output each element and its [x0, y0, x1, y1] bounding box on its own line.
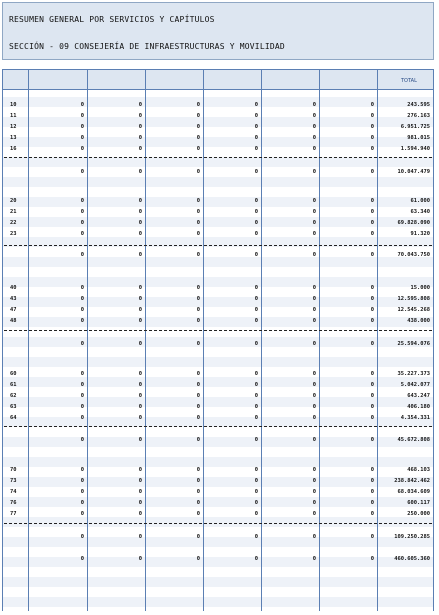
cell-value: 0 [196, 124, 200, 130]
cell-value: 0 [370, 209, 374, 215]
table-row [2, 369, 434, 380]
cell-value: 0 [138, 489, 142, 495]
row-total: 438.000 [407, 318, 430, 324]
cell-value: 0 [254, 220, 258, 226]
cell-value: 0 [196, 511, 200, 517]
cell-value: 0 [312, 437, 316, 443]
row-total: 643.247 [407, 393, 430, 399]
cell-value: 0 [138, 371, 142, 377]
row-code: 61 [10, 382, 17, 388]
cell-value: 0 [138, 478, 142, 484]
cell-value: 0 [312, 556, 316, 562]
summary-table [2, 69, 434, 611]
cell-value: 0 [370, 534, 374, 540]
cell-value: 0 [312, 198, 316, 204]
subtotal-row [2, 532, 434, 543]
row-total: 460.605.360 [394, 556, 430, 562]
column-header [203, 69, 261, 90]
subtotal-separator [4, 245, 432, 246]
cell-value: 0 [370, 437, 374, 443]
cell-value: 0 [370, 169, 374, 175]
row-code: 64 [10, 415, 17, 421]
cell-value: 0 [196, 393, 200, 399]
row-total: 243.595 [407, 102, 430, 108]
cell-value: 0 [312, 169, 316, 175]
column-header [87, 69, 145, 90]
column-header [377, 69, 434, 90]
cell-value: 0 [254, 296, 258, 302]
cell-value: 0 [312, 209, 316, 215]
table-row [2, 498, 434, 509]
cell-value: 0 [312, 146, 316, 152]
cell-value: 0 [196, 252, 200, 258]
cell-value: 0 [312, 124, 316, 130]
cell-value: 0 [196, 534, 200, 540]
row-code: 73 [10, 478, 17, 484]
cell-value: 0 [370, 382, 374, 388]
cell-value: 0 [80, 198, 84, 204]
row-total: 1.594.940 [400, 146, 430, 152]
cell-value: 0 [138, 124, 142, 130]
cell-value: 0 [138, 113, 142, 119]
cell-value: 0 [80, 307, 84, 313]
row-stripe [2, 157, 434, 167]
row-total: 91.320 [410, 231, 430, 237]
row-total: 276.163 [407, 113, 430, 119]
cell-value: 0 [254, 231, 258, 237]
cell-value: 0 [312, 489, 316, 495]
subtotal-row [2, 554, 434, 565]
row-stripe [2, 597, 434, 607]
table-row [2, 509, 434, 520]
row-total: 25.594.076 [397, 341, 430, 347]
cell-value: 0 [80, 534, 84, 540]
cell-value: 0 [80, 415, 84, 421]
cell-value: 0 [138, 169, 142, 175]
cell-value: 0 [312, 296, 316, 302]
cell-value: 0 [254, 415, 258, 421]
cell-value: 0 [138, 146, 142, 152]
row-code: 63 [10, 404, 17, 410]
row-total: 35.227.373 [397, 371, 430, 377]
row-total: 12.595.808 [397, 296, 430, 302]
cell-value: 0 [80, 296, 84, 302]
cell-value: 0 [312, 307, 316, 313]
table-row [2, 402, 434, 413]
cell-value: 0 [254, 393, 258, 399]
cell-value: 0 [138, 382, 142, 388]
column-header [2, 69, 28, 90]
cell-value: 0 [138, 198, 142, 204]
row-code: 60 [10, 371, 17, 377]
cell-value: 0 [138, 404, 142, 410]
cell-value: 0 [196, 467, 200, 473]
row-stripe [2, 177, 434, 187]
row-total: 406.180 [407, 404, 430, 410]
row-code: 22 [10, 220, 17, 226]
cell-value: 0 [254, 382, 258, 388]
table-row [2, 294, 434, 305]
cell-value: 0 [370, 113, 374, 119]
cell-value: 0 [80, 382, 84, 388]
row-code: 62 [10, 393, 17, 399]
cell-value: 0 [196, 146, 200, 152]
table-row [2, 476, 434, 487]
row-total: 600.117 [407, 500, 430, 506]
row-code: 20 [10, 198, 17, 204]
row-code: 11 [10, 113, 17, 119]
cell-value: 0 [196, 209, 200, 215]
cell-value: 0 [370, 252, 374, 258]
row-stripe [2, 577, 434, 587]
table-row [2, 196, 434, 207]
cell-value: 0 [312, 415, 316, 421]
cell-value: 0 [370, 478, 374, 484]
cell-value: 0 [138, 220, 142, 226]
cell-value: 0 [254, 556, 258, 562]
cell-value: 0 [196, 500, 200, 506]
subtotal-row [2, 435, 434, 446]
table-row [2, 100, 434, 111]
row-total: 68.034.609 [397, 489, 430, 495]
cell-value: 0 [370, 341, 374, 347]
total-column-header: TOTAL [401, 78, 417, 84]
cell-value: 0 [80, 511, 84, 517]
subtotal-separator [4, 523, 432, 524]
row-code: 76 [10, 500, 17, 506]
cell-value: 0 [196, 404, 200, 410]
cell-value: 0 [196, 198, 200, 204]
cell-value: 0 [254, 371, 258, 377]
row-code: 23 [10, 231, 17, 237]
row-code: 21 [10, 209, 17, 215]
cell-value: 0 [254, 252, 258, 258]
table-row [2, 413, 434, 424]
cell-value: 0 [312, 534, 316, 540]
cell-value: 0 [254, 511, 258, 517]
row-total: 981.015 [407, 135, 430, 141]
cell-value: 0 [254, 198, 258, 204]
cell-value: 0 [312, 500, 316, 506]
cell-value: 0 [80, 220, 84, 226]
cell-value: 0 [312, 113, 316, 119]
table-row [2, 122, 434, 133]
cell-value: 0 [254, 146, 258, 152]
cell-value: 0 [80, 393, 84, 399]
row-total: 69.828.090 [397, 220, 430, 226]
cell-value: 0 [254, 209, 258, 215]
cell-value: 0 [312, 285, 316, 291]
cell-value: 0 [138, 135, 142, 141]
row-code: 77 [10, 511, 17, 517]
cell-value: 0 [196, 102, 200, 108]
cell-value: 0 [196, 415, 200, 421]
row-total: 61.000 [410, 198, 430, 204]
cell-value: 0 [370, 371, 374, 377]
column-header [261, 69, 319, 90]
cell-value: 0 [196, 437, 200, 443]
row-total: 4.354.331 [400, 415, 430, 421]
cell-value: 0 [80, 556, 84, 562]
cell-value: 0 [370, 393, 374, 399]
row-code: 43 [10, 296, 17, 302]
cell-value: 0 [80, 478, 84, 484]
row-code: 47 [10, 307, 17, 313]
cell-value: 0 [138, 341, 142, 347]
cell-value: 0 [370, 404, 374, 410]
cell-value: 0 [370, 296, 374, 302]
table-row [2, 316, 434, 327]
cell-value: 0 [312, 341, 316, 347]
cell-value: 0 [80, 113, 84, 119]
cell-value: 0 [254, 102, 258, 108]
row-total: 5.042.077 [400, 382, 430, 388]
cell-value: 0 [254, 467, 258, 473]
cell-value: 0 [80, 231, 84, 237]
cell-value: 0 [370, 489, 374, 495]
cell-value: 0 [138, 415, 142, 421]
row-total: 250.000 [407, 511, 430, 517]
cell-value: 0 [80, 371, 84, 377]
cell-value: 0 [370, 231, 374, 237]
row-code: 16 [10, 146, 17, 152]
column-header [319, 69, 377, 90]
table-row [2, 487, 434, 498]
cell-value: 0 [138, 102, 142, 108]
cell-value: 0 [80, 318, 84, 324]
cell-value: 0 [254, 285, 258, 291]
row-code: 10 [10, 102, 17, 108]
cell-value: 0 [196, 307, 200, 313]
cell-value: 0 [254, 135, 258, 141]
row-total: 70.043.750 [397, 252, 430, 258]
row-total: 6.951.725 [400, 124, 430, 130]
cell-value: 0 [370, 220, 374, 226]
cell-value: 0 [312, 393, 316, 399]
cell-value: 0 [254, 404, 258, 410]
cell-value: 0 [370, 415, 374, 421]
subtotal-separator [4, 157, 432, 158]
cell-value: 0 [312, 478, 316, 484]
cell-value: 0 [254, 124, 258, 130]
cell-value: 0 [138, 307, 142, 313]
cell-value: 0 [312, 220, 316, 226]
cell-value: 0 [138, 318, 142, 324]
subtotal-row [2, 339, 434, 350]
cell-value: 0 [196, 169, 200, 175]
cell-value: 0 [138, 231, 142, 237]
cell-value: 0 [312, 318, 316, 324]
subtotal-row [2, 167, 434, 178]
row-code: 40 [10, 285, 17, 291]
row-code: 70 [10, 467, 17, 473]
cell-value: 0 [80, 285, 84, 291]
cell-value: 0 [254, 534, 258, 540]
cell-value: 0 [196, 220, 200, 226]
cell-value: 0 [370, 102, 374, 108]
row-total: 468.103 [407, 467, 430, 473]
table-row [2, 133, 434, 144]
cell-value: 0 [254, 318, 258, 324]
table-row [2, 144, 434, 155]
row-stripe [2, 357, 434, 367]
table-row [2, 305, 434, 316]
cell-value: 0 [254, 113, 258, 119]
section-title: SECCIÓN - 09 CONSEJERÍA DE INFRAESTRUCTURAS Y MOVILIDAD [9, 42, 285, 51]
subtotal-separator [4, 426, 432, 427]
cell-value: 0 [196, 231, 200, 237]
cell-value: 0 [80, 437, 84, 443]
cell-value: 0 [80, 500, 84, 506]
cell-value: 0 [196, 371, 200, 377]
cell-value: 0 [370, 135, 374, 141]
cell-value: 0 [312, 102, 316, 108]
cell-value: 0 [138, 437, 142, 443]
cell-value: 0 [138, 209, 142, 215]
row-code: 13 [10, 135, 17, 141]
cell-value: 0 [254, 169, 258, 175]
table-row [2, 465, 434, 476]
cell-value: 0 [138, 252, 142, 258]
cell-value: 0 [312, 135, 316, 141]
cell-value: 0 [196, 285, 200, 291]
cell-value: 0 [370, 285, 374, 291]
cell-value: 0 [80, 341, 84, 347]
cell-value: 0 [312, 231, 316, 237]
cell-value: 0 [312, 382, 316, 388]
cell-value: 0 [196, 113, 200, 119]
cell-value: 0 [312, 371, 316, 377]
row-total: 12.545.268 [397, 307, 430, 313]
cell-value: 0 [138, 511, 142, 517]
row-total: 109.250.285 [394, 534, 430, 540]
table-row [2, 283, 434, 294]
cell-value: 0 [370, 500, 374, 506]
cell-value: 0 [138, 393, 142, 399]
row-total: 15.000 [410, 285, 430, 291]
cell-value: 0 [370, 556, 374, 562]
row-code: 74 [10, 489, 17, 495]
cell-value: 0 [138, 285, 142, 291]
cell-value: 0 [80, 467, 84, 473]
cell-value: 0 [196, 489, 200, 495]
cell-value: 0 [312, 404, 316, 410]
subtotal-row [2, 250, 434, 261]
cell-value: 0 [80, 146, 84, 152]
cell-value: 0 [138, 534, 142, 540]
table-row [2, 218, 434, 229]
cell-value: 0 [312, 252, 316, 258]
cell-value: 0 [196, 556, 200, 562]
cell-value: 0 [138, 556, 142, 562]
subtotal-separator [4, 330, 432, 331]
cell-value: 0 [80, 169, 84, 175]
cell-value: 0 [312, 511, 316, 517]
cell-value: 0 [312, 467, 316, 473]
cell-value: 0 [196, 478, 200, 484]
cell-value: 0 [370, 467, 374, 473]
cell-value: 0 [196, 135, 200, 141]
report-header [2, 2, 434, 60]
cell-value: 0 [138, 500, 142, 506]
report-title: RESUMEN GENERAL POR SERVICIOS Y CAPÍTULOS [9, 15, 215, 24]
cell-value: 0 [138, 467, 142, 473]
cell-value: 0 [80, 404, 84, 410]
cell-value: 0 [196, 296, 200, 302]
cell-value: 0 [254, 500, 258, 506]
table-row [2, 391, 434, 402]
cell-value: 0 [370, 318, 374, 324]
cell-value: 0 [370, 124, 374, 130]
row-total: 45.672.808 [397, 437, 430, 443]
column-header [28, 69, 87, 90]
cell-value: 0 [254, 341, 258, 347]
cell-value: 0 [80, 489, 84, 495]
row-total: 238.842.462 [394, 478, 430, 484]
cell-value: 0 [80, 135, 84, 141]
cell-value: 0 [196, 382, 200, 388]
cell-value: 0 [370, 198, 374, 204]
table-row [2, 207, 434, 218]
row-total: 10.047.479 [397, 169, 430, 175]
cell-value: 0 [254, 489, 258, 495]
row-code: 12 [10, 124, 17, 130]
cell-value: 0 [196, 318, 200, 324]
cell-value: 0 [254, 437, 258, 443]
cell-value: 0 [138, 296, 142, 302]
cell-value: 0 [254, 478, 258, 484]
cell-value: 0 [80, 252, 84, 258]
cell-value: 0 [80, 102, 84, 108]
cell-value: 0 [370, 146, 374, 152]
cell-value: 0 [370, 511, 374, 517]
table-row [2, 229, 434, 240]
cell-value: 0 [80, 124, 84, 130]
cell-value: 0 [370, 307, 374, 313]
cell-value: 0 [80, 209, 84, 215]
row-total: 63.340 [410, 209, 430, 215]
cell-value: 0 [254, 307, 258, 313]
column-header [145, 69, 203, 90]
row-code: 48 [10, 318, 17, 324]
table-row [2, 111, 434, 122]
table-row [2, 380, 434, 391]
cell-value: 0 [196, 341, 200, 347]
